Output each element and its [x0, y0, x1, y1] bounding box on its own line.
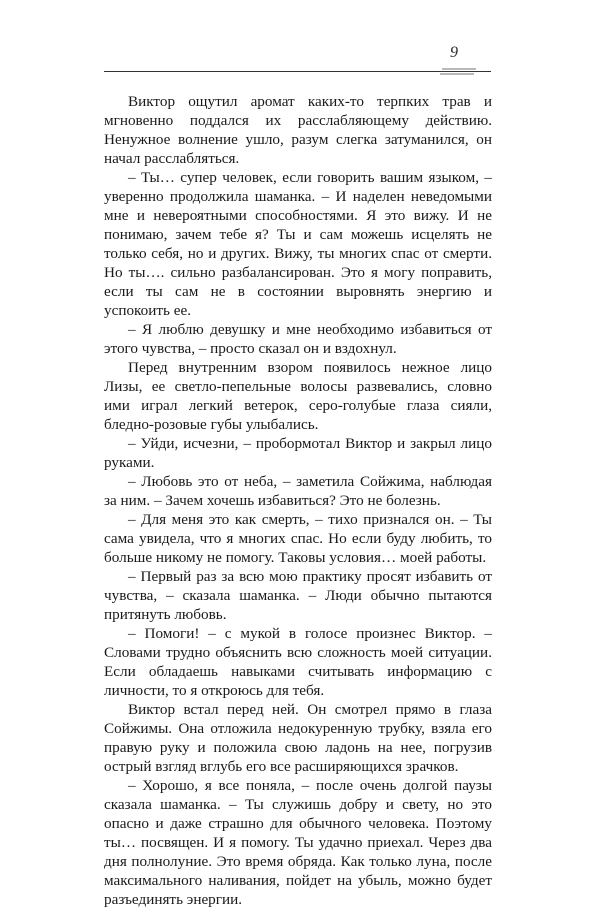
paragraph: – Уйди, исчезни, – пробормотал Виктор и закрыл лицо руками.	[104, 435, 492, 471]
header-rule	[104, 71, 491, 72]
paragraph: – Хорошо, я все поняла, – после очень долгой паузы сказала шаманка. – Ты служишь добру и свету, но это опасно и даже страшно для обычного человека. Поэтому ты… посвящен. И я помогу. Ты удачно приехал. Через два дня полнолуние. Это время обряда. Как только луна, после максимального наливания, пойдет на убыль, можно будет разъединять энергии.	[104, 777, 492, 908]
body-text	[104, 92, 492, 909]
page-number: 9	[450, 44, 458, 61]
paragraph: Перед внутренним взором появилось нежное лицо Лизы, ее светло-пепельные волосы развевались, словно ими играл легкий ветерок, серо-голубые глаза сияли, бледно-розовые губы улыбались.	[104, 359, 492, 433]
paragraph: Виктор ощутил аромат каких-то терпких трав и мгновенно поддался их расслабляющему действию. Ненужное волнение ушло, разум слегка затуманился, он начал расслабляться.	[104, 93, 492, 167]
paragraph: – Любовь это от неба, – заметила Сойжима, наблюдая за ним. – Зачем хочешь избавиться? Это не болезнь.	[104, 473, 492, 509]
paragraph: – Для меня это как смерть, – тихо признался он. – Ты сама увидела, что я многих спас. Но если буду любить, то больше никому не помогу. Таковы условия… моей работы.	[104, 511, 492, 566]
paragraph: Виктор встал перед ней. Он смотрел прямо в глаза Сойжимы. Она отложила недокуренную трубку, взяла его правую руку и положила свою ладонь на нее, погрузив острый взгляд вглубь его все расширяющихся зрачков.	[104, 701, 492, 775]
paragraph: – Ты… супер человек, если говорить вашим языком, – уверенно продолжила шаманка. – И наделен неведомыми мне и невероятными способностями. Я это вижу. И не понимаю, зачем тебе я? Ты и сам можешь исцелять не только себя, но и других. Вижу, ты многих спас от смерти. Но ты…. сильно разбалансирован. Это я могу поправить, если ты сам не в состоянии выровнять энергию и успокоить ее.	[104, 169, 492, 319]
paragraph: – Первый раз за всю мою практику просят избавить от чувства, – сказала шаманка. – Люди обычно пытаются притянуть любовь.	[104, 568, 492, 623]
paragraph: – Я люблю девушку и мне необходимо избавиться от этого чувства, – просто сказал он и вздохнул.	[104, 321, 492, 357]
paragraph: – Помоги! – с мукой в голосе произнес Виктор. – Словами трудно объяснить всю сложность моей ситуации. Если обладаешь навыками считывать информацию с личности, то я откроюсь для тебя.	[104, 625, 492, 699]
